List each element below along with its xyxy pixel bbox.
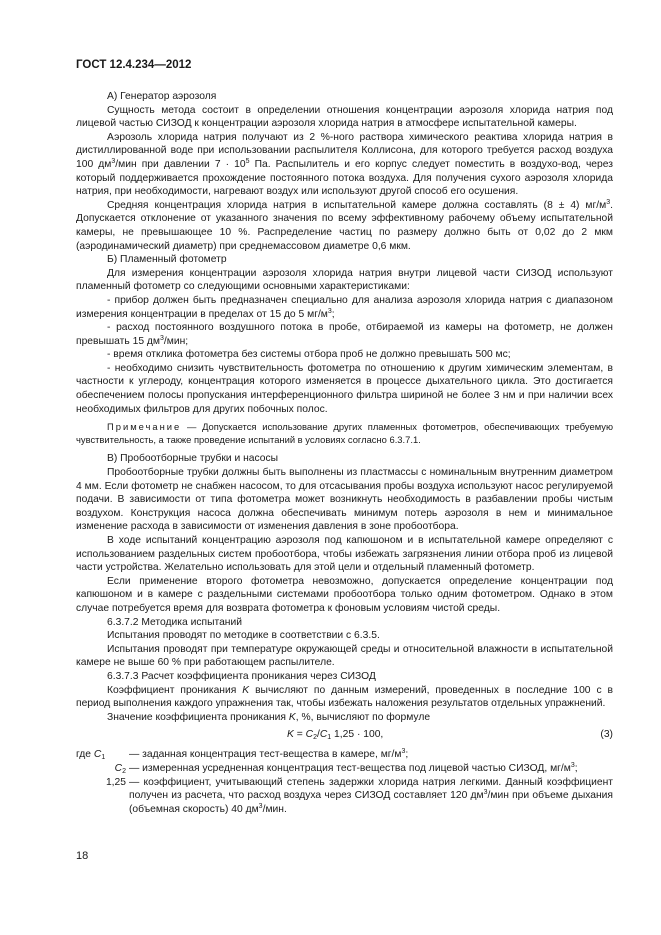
section-a-paragraph-3: Средняя концентрация хлорида натрия в испытательной камере должна составлять (8 ± 4) $мг/м^3$. Допускается отклонение от указанного значения по всему эффективному рабочему объему испытательной камеры, не превышающее 10 %. Распределение частиц по размеру должно быть от 0,02 до 2 мкм (аэродинамический диаметр) при среднемассовом диаметре 0,6 мкм. bbox=[76, 198, 613, 252]
section-a-heading: А) Генератор аэрозоля bbox=[107, 91, 217, 102]
section-v-paragraph-1: Пробоотборные трубки должны быть выполнены из пластмассы с номинальным внутренним диаметром 4 мм. Если фотометр не снабжен насосом, то для отсасывания пробы воздуха используют насос регулируемой подачи. В зависимости от типа фотометра может возникнуть необходимость в разбавлении пробы чистым воздухом. Конструкция насоса должна обеспечивать минимум потерь аэрозоля в нем и минимальное изменение расхода в зависимости от изменения давления в зоне пробоотбора. bbox=[76, 467, 613, 533]
list-item: - время отклика фотометра без системы отбора проб не должно превышать 500 мс; bbox=[107, 349, 511, 361]
variable-definitions bbox=[76, 748, 613, 816]
section-6373-heading: 6.3.7.3 Расчет коэффициента проникания через СИЗОД bbox=[107, 670, 376, 682]
formula-3 bbox=[76, 726, 613, 744]
section-6372-heading: 6.3.7.2 Методика испытаний bbox=[107, 616, 243, 628]
definition-coefficient: 1,25 — коэффициент, учитывающий степень задержки хлорида натрия легкими. Данный коэффициент получен из расчета, что расход воздуха через СИЗОД составляет 120 $дм^3$/мин при объеме дыхания (объемная скорость) 40 $дм^3$/мин. bbox=[105, 776, 613, 815]
formula-expression: $K = C_2/C_1$ 1,25 · 100, bbox=[287, 729, 384, 742]
section-6372-paragraph-2: Испытания проводят при температуре окружающей среды и относительной влажности в испытательной камере не выше 60 % при работающем распылителе. bbox=[76, 643, 613, 669]
section-6372-paragraph-1: Испытания проводят по методике в соответствии с 6.3.5. bbox=[107, 630, 380, 642]
note-label: Примечание bbox=[107, 421, 182, 433]
document-header: ГОСТ 12.4.234—2012 bbox=[76, 59, 192, 71]
definition-c1: где $C_1$ — заданная концентрация тест-вещества в камере, $мг/м^3$; bbox=[76, 748, 409, 762]
list-item: - расход постоянного воздушного потока в пробе, отбираемой из камеры на фотометр, не должен превышать 15 $дм^3$/мин; bbox=[76, 322, 613, 347]
definition-c2: $C_2$ — измеренная усредненная концентрация тест-вещества под лицевой частью СИЗОД, $мг/м^3$; bbox=[114, 761, 578, 775]
list-item: - прибор должен быть предназначен специально для анализа аэрозоля хлорида натрия с диапазоном измерения концентрации в пределах от 15 до 5 $мг/м^3$; bbox=[76, 294, 613, 320]
section-v-heading: В) Пробоотборные трубки и насосы bbox=[107, 453, 279, 465]
document-body bbox=[76, 90, 613, 816]
section-v-paragraph-3: Если применение второго фотометра невозможно, допускается определение концентрации под капюшоном и в камере с раздельными системами пробоотбора только одним фотометром. Однако в этом случае потребуется время для возврата фотометра к фоновым условиям чистой среды. bbox=[76, 575, 613, 614]
section-v-paragraph-2: В ходе испытаний концентрацию аэрозоля под капюшоном и в испытательной камере определяют с использованием раздельных систем пробоотбора, чтобы избежать загрязнения линии отбора проб из лицевой части устройства. Желательно использовать для этой цели и отдельный пламенный фотометр. bbox=[76, 535, 613, 574]
section-b-paragraph-1: Для измерения концентрации аэрозоля хлорида натрия внутри лицевой части СИЗОД используют пламенный фотометр со следующими основными характеристиками: bbox=[76, 267, 613, 293]
section-a-paragraph-2: Аэрозоль хлорида натрия получают из 2 %-ного раствора химического реактива хлорида натрия в дистиллированной воде при использовании распылителя Коллисона, для которого требуется расход воздуха 100 $дм^3$/мин при давлении $7 \cdot 10^5$ Па. Распылитель и его корпус следует поместить в воздухо-вод, через который поддерживается прохождение постоянного потока воздуха. Для получения сухого аэрозоля хлорида натрия, при необходимости, нагревают воздух или используют другой способ его осушения. bbox=[76, 131, 613, 198]
section-b-heading: Б) Пламенный фотометр bbox=[107, 254, 227, 266]
list-item: - необходимо снизить чувствительность фотометра по отношению к другим химическим элементам, в частности к углероду, концентрация которого изменяется в процессе дыхательного цикла. Это достигается обеспечением полосы пропускания интерференционного фильтра шириной не более 3 нм и при наличии всех необходимых фильтров для других побочных полос. bbox=[76, 362, 613, 415]
page-number: 18 bbox=[76, 850, 89, 862]
section-6373-paragraph-2: Значение коэффициента проникания K, %, вычисляют по формуле bbox=[107, 711, 431, 723]
note: Примечание — Допускается использование других пламенных фотометров, обеспечивающих требуемую чувствительность, а также проведение испытаний в условиях согласно 6.3.7.1. bbox=[76, 421, 613, 445]
section-a-paragraph-1: Сущность метода состоит в определении отношения концентрации аэрозоля хлорида натрия под лицевой частью СИЗОД к концентрации аэрозоля хлорида натрия в атмосфере испытательной камеры. bbox=[76, 104, 613, 130]
formula-number: (3) bbox=[600, 729, 613, 741]
section-6373-paragraph-1: Коэффициент проникания K вычисляют по данным измерений, проведенных в последние 100 с в период выполнения каждого упражнения так, чтобы избежать наложения результатов отдельных упражнений. bbox=[76, 684, 613, 710]
